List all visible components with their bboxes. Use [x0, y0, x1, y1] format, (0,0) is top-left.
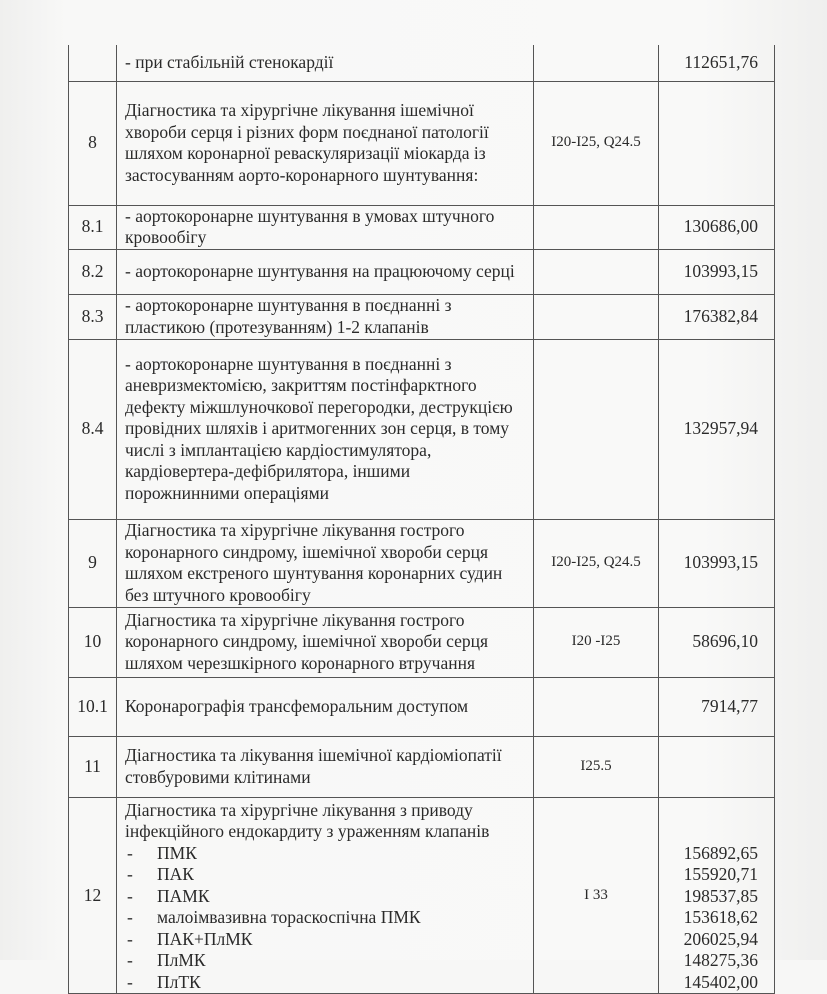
subitem-price: 198537,85: [683, 885, 758, 906]
row-price: 7914,77: [659, 677, 775, 736]
dash-bullet: -: [127, 885, 133, 906]
subitem-price: 145402,00: [683, 971, 758, 992]
row-description: - аортокоронарне шунтування в поєднанні з аневризмектомією, закриттям постінфарктного дефекту міжшлуночкової перегородки, деструкцією провідних шляхів і аритмогенних зон серця, в тому числі з імплантацією кардіостимулятора, кардіовертера-дефібрилятора, іншими порожнинними операціями: [117, 339, 534, 519]
subitem: [125, 886, 525, 908]
row-number: 10: [69, 607, 117, 677]
dash-bullet: -: [127, 928, 133, 949]
table-row: [69, 205, 775, 249]
row-description: Діагностика та лікування ішемічної кардіоміопатії стовбуровими клітинами: [117, 736, 534, 797]
subitem: [125, 972, 525, 994]
row-number: 8.2: [69, 249, 117, 294]
table-row: [69, 339, 775, 519]
subitem-price: 206025,94: [683, 928, 758, 949]
row-description: Діагностика та хірургічне лікування гострого коронарного синдрому, ішемічної хвороби серця шляхом черезшкірного коронарного втручання: [117, 607, 534, 677]
row-description: Діагностика та хірургічне лікування з приводу інфекційного ендокардиту з ураженням клапанів: [125, 799, 490, 841]
subitem-price: 156892,65: [683, 842, 758, 863]
subitem-label: ПАМК: [157, 885, 210, 906]
table-row: [69, 45, 775, 81]
row-description-with-subitems: [117, 797, 534, 994]
row-price: 58696,10: [659, 607, 775, 677]
row-number: 8.4: [69, 339, 117, 519]
subitem: [125, 843, 525, 865]
row-code: I25.5: [534, 736, 659, 797]
subitem-label: ПАК+ПлМК: [157, 928, 253, 949]
subitem-label: ПлТК: [157, 971, 201, 992]
row-code: I20-I25, Q24.5: [534, 81, 659, 205]
subitem: [125, 864, 525, 886]
subitem-price: 153618,62: [683, 907, 758, 927]
row-code: I20 -I25: [534, 607, 659, 677]
subitem: [125, 950, 525, 972]
row-price: [659, 81, 775, 205]
row-price: 130686,00: [659, 205, 775, 249]
table-row: [69, 81, 775, 205]
row-price: [659, 736, 775, 797]
row-number: 8.1: [69, 205, 117, 249]
table-row: [69, 677, 775, 736]
subitem-label: ПАК: [157, 864, 194, 884]
table-row: [69, 249, 775, 294]
subitem-price: 155920,71: [683, 864, 758, 884]
row-code: [534, 249, 659, 294]
table-row-12: [69, 797, 775, 994]
row-code: [534, 677, 659, 736]
row-number: 12: [69, 797, 117, 994]
row-code: I 33: [534, 797, 659, 994]
row-price: 132957,94: [659, 339, 775, 519]
row-code: [534, 294, 659, 339]
price-table: [68, 45, 775, 994]
table-row: [69, 294, 775, 339]
table-row: [69, 607, 775, 677]
row-description: - аортокоронарне шунтування на працюючому серці: [117, 249, 534, 294]
row-price: 103993,15: [659, 249, 775, 294]
row-number: 9: [69, 519, 117, 607]
price-list: [667, 843, 758, 994]
row-description: Коронарографія трансфеморальним доступом: [117, 677, 534, 736]
row-price: 103993,15: [659, 519, 775, 607]
row-description: Діагностика та хірургічне лікування гострого коронарного синдрому, ішемічної хвороби серця шляхом екстреного шунтування коронарних судин без штучного кровообігу: [117, 519, 534, 607]
row-description: - аортокоронарне шунтування в умовах штучного кровообігу: [117, 205, 534, 249]
subitem-list: [125, 843, 525, 994]
table-row: [69, 519, 775, 607]
row-description: Діагностика та хірургічне лікування ішемічної хвороби серця і різних форм поєднаної патології шляхом коронарної реваскуляризації міокарда із застосуванням аорто-коронарного шунтування:: [117, 81, 534, 205]
row-code: [534, 45, 659, 81]
row-number: 8: [69, 81, 117, 205]
row-price: 112651,76: [659, 45, 775, 81]
row-number: 10.1: [69, 677, 117, 736]
row-number: 11: [69, 736, 117, 797]
subitem-label: ПМК: [157, 842, 197, 863]
subitem: [125, 929, 525, 951]
row-code: [534, 339, 659, 519]
table-row: [69, 736, 775, 797]
dash-bullet: -: [127, 950, 133, 970]
dash-bullet: -: [127, 842, 133, 863]
row-code: I20-I25, Q24.5: [534, 519, 659, 607]
dash-bullet: -: [127, 864, 133, 884]
subitem-prices: [659, 797, 775, 994]
row-description: - аортокоронарне шунтування в поєднанні з пластикою (протезуванням) 1-2 клапанів: [117, 294, 534, 339]
subitem-label: малоімвазивна тораскоспічна ПМК: [157, 907, 421, 927]
row-code: [534, 205, 659, 249]
subitem-price: 148275,36: [683, 950, 758, 970]
row-number: 8.3: [69, 294, 117, 339]
row-price: 176382,84: [659, 294, 775, 339]
dash-bullet: -: [127, 907, 133, 927]
row-number: [69, 45, 117, 81]
dash-bullet: -: [127, 971, 133, 992]
subitem-label: ПлМК: [157, 950, 206, 970]
subitem: [125, 907, 525, 929]
row-description: - при стабільній стенокардії: [117, 45, 534, 81]
